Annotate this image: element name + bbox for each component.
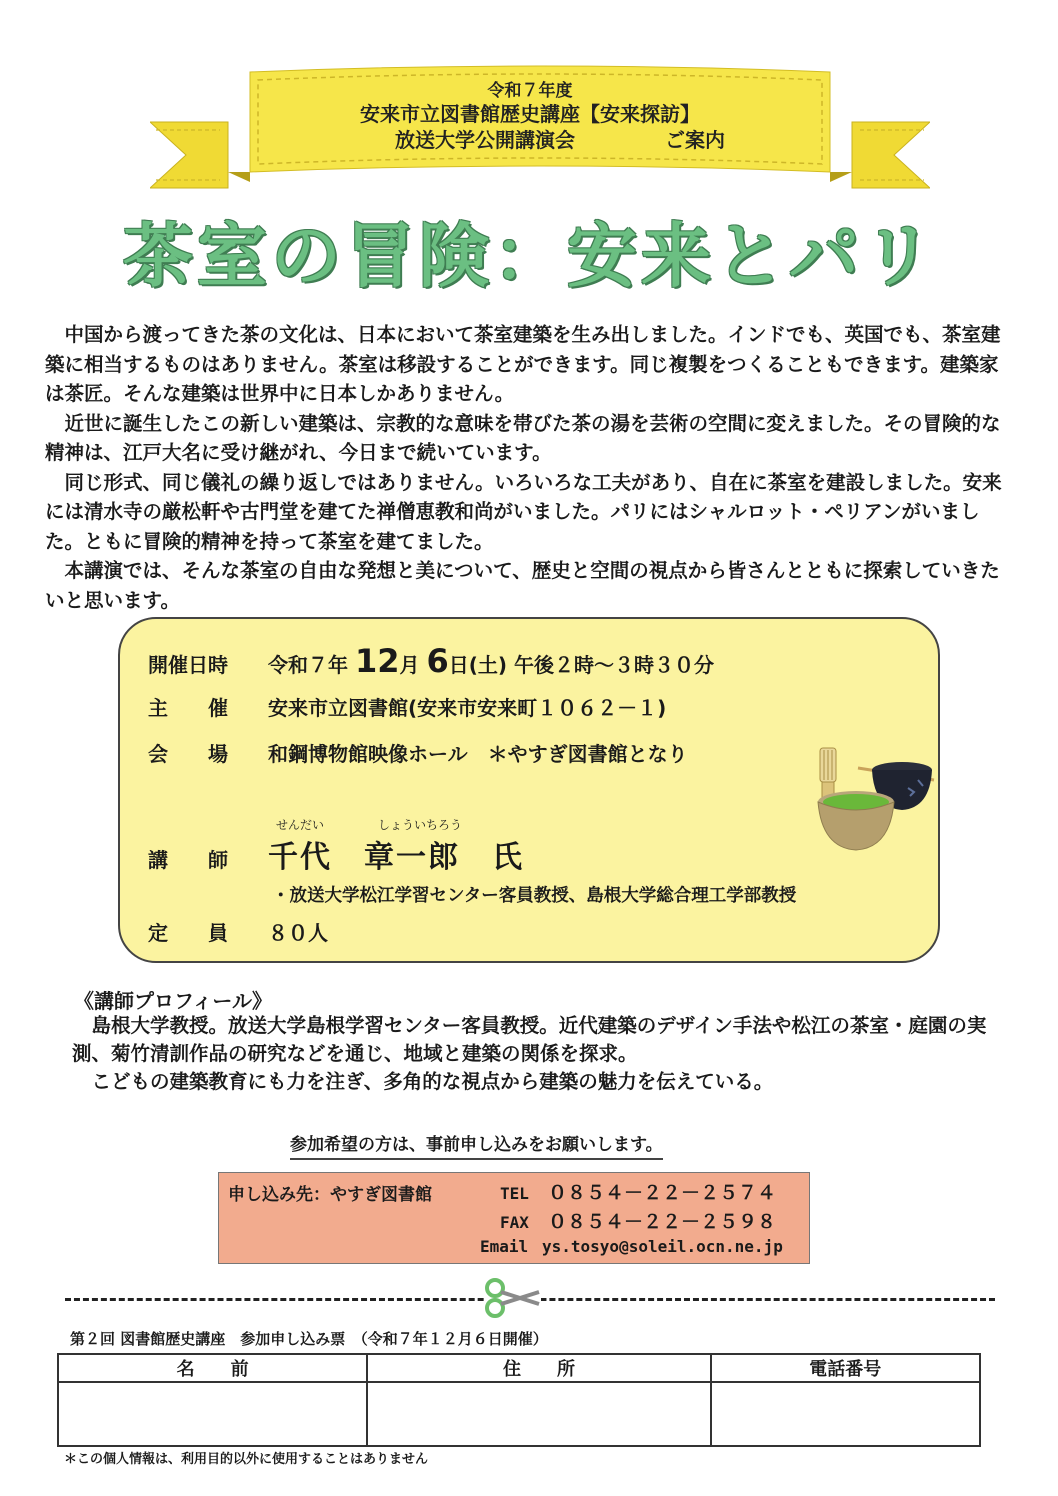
form-col-name: 名 前 — [58, 1354, 367, 1382]
application-form-table — [57, 1353, 981, 1447]
form-title: 第２回 図書館歴史講座 参加申し込み票 （令和７年１２月６日開催） — [70, 1330, 548, 1348]
tea-bowl-illustration — [808, 740, 938, 855]
profile-text — [72, 1012, 992, 1096]
apply-prompt: 参加希望の方は、事前申し込みをお願いします。 — [290, 1130, 663, 1160]
intro-text — [45, 320, 1005, 615]
profile-paragraph: 島根大学教授。放送大学島根学習センター客員教授。近代建築のデザイン手法や松江の茶室・庭園の実測、菊竹清訓作品の研究などを通じ、地域と建築の関係を探求。 — [72, 1014, 987, 1065]
date-day-unit: 日(土) — [448, 653, 508, 677]
lecturer-ruby-given: しょういちろう — [378, 818, 463, 832]
intro-paragraph: 中国から渡ってきた茶の文化は、日本において茶室建築を生み出しました。インドでも、英国でも、茶室建築に相当するものはありません。茶室は移設することができます。同じ複製をつくることもできます。建築家は茶匠。そんな建築は世界中に日本しかありません。 — [45, 323, 1001, 405]
contact-label: 申し込み先：やすぎ図書館 — [228, 1185, 432, 1205]
lecturer-label: 講 師 — [148, 848, 228, 872]
scissors-icon — [485, 1278, 541, 1318]
form-col-phone: 電話番号 — [711, 1354, 980, 1382]
email-address[interactable]: ys.tosyo@soleil.ocn.ne.jp — [542, 1237, 783, 1256]
fax-key: FAX — [500, 1213, 529, 1232]
capacity-value: ８０人 — [268, 921, 328, 945]
tel-key: TEL — [500, 1184, 529, 1203]
capacity-label: 定 員 — [148, 921, 228, 945]
lecturer-ruby-surname: せんだい — [276, 818, 325, 832]
email-key: Email — [480, 1237, 529, 1256]
date-month: 12 — [354, 642, 400, 680]
address-field[interactable] — [367, 1382, 710, 1446]
date-time: 午後２時～３時３０分 — [513, 653, 714, 677]
contact-email — [480, 1237, 783, 1256]
green-tea-bowl-icon — [818, 791, 894, 850]
lecturer-row — [148, 832, 524, 876]
venue-label: 会 場 — [148, 742, 228, 766]
date-label: 開催日時 — [148, 653, 228, 677]
host-label: 主 催 — [148, 696, 228, 720]
profile-paragraph: こどもの建築教育にも力を注ぎ、多角的な視点から建築の魅力を伝えている。 — [91, 1070, 774, 1093]
host-value: 安来市立図書館(安来市安来町１０６２－１) — [268, 696, 667, 720]
banner-lecture-name: 放送大学公開講演会 — [395, 128, 575, 152]
date-era: 令和７年 — [268, 653, 348, 677]
contact-tel — [500, 1178, 776, 1205]
banner-guide: ご案内 — [665, 128, 725, 152]
form-header-row — [58, 1354, 980, 1382]
date-day: 6 — [426, 642, 449, 680]
contact-fax — [500, 1207, 776, 1234]
date-month-unit: 月 — [399, 653, 420, 677]
intro-paragraph: 近世に誕生したこの新しい建築は、宗教的な意味を帯びた茶の湯を芸術の空間に変えました。その冒険的な精神は、江戸大名に受け継がれ、今日まで続いています。 — [45, 411, 1001, 464]
intro-paragraph: 同じ形式、同じ儀礼の繰り返しではありません。いろいろな工夫があり、自在に茶室を建設しました。安来には清水寺の厳松軒や古門堂を建てた禅僧恵教和尚がいました。パリにはシャルロット・ペリアンがいました。ともに冒険的精神を持って茶室を建てました。 — [45, 470, 1002, 553]
privacy-note: ＊この個人情報は、利用目的以外に使用することはありません — [64, 1452, 429, 1467]
banner-line-fiscal-year: 令和７年度 — [487, 81, 573, 101]
form-entry-row — [58, 1382, 980, 1446]
banner-line-lecture — [320, 124, 800, 153]
host-row — [148, 692, 666, 721]
venue-row — [148, 738, 688, 767]
lecturer-name: 千代 章一郎 氏 — [268, 840, 524, 875]
fax-number: ０８５４－２２－２５９８ — [548, 1211, 777, 1233]
lecturer-affiliation: ・放送大学松江学習センター客員教授、島根大学総合理工学部教授 — [272, 886, 797, 906]
tel-number[interactable]: ０８５４－２２－２５７４ — [548, 1182, 777, 1204]
banner-line-course: 安来市立図書館歴史講座【安来探訪】 — [360, 102, 700, 126]
venue-value: 和鋼博物館映像ホール ＊やすぎ図書館となり — [268, 742, 688, 766]
page-title: 茶室の冒険：安来とパリ — [123, 215, 937, 297]
profile-heading: 《講師プロフィール》 — [74, 989, 272, 1013]
event-date-row — [148, 642, 714, 680]
capacity-row — [148, 917, 328, 946]
form-col-address: 住 所 — [367, 1354, 710, 1382]
name-field[interactable] — [58, 1382, 367, 1446]
intro-paragraph: 本講演では、そんな茶室の自由な発想と美について、歴史と空間の視点から皆さんとともに探索していきたいと思います。 — [45, 559, 1000, 612]
phone-field[interactable] — [711, 1382, 980, 1446]
